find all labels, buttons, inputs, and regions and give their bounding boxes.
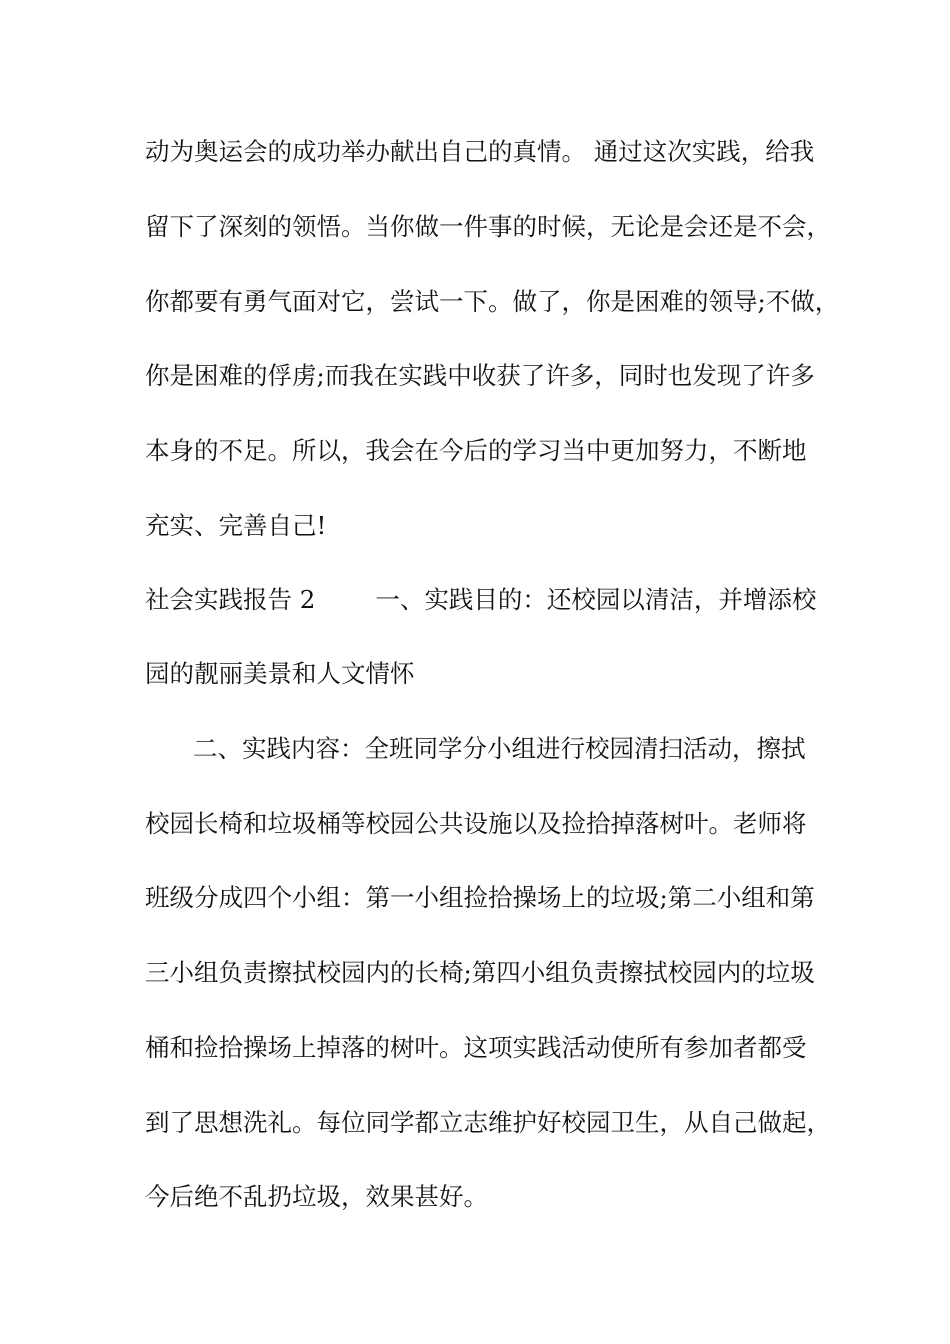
paragraph-line: 你都要有勇气面对它，尝试一下。做了，你是困难的领导;不做， [145, 287, 840, 316]
paragraph-line: 到了思想洗礼。每位同学都立志维护好校园卫生，从自己做起， [145, 1108, 831, 1137]
paragraph-line: 你是困难的俘虏;而我在实践中收获了许多，同时也发现了许多 [145, 361, 815, 390]
paragraph-line: 动为奥运会的成功举办献出自己的真情。 通过这次实践，给我 [145, 137, 815, 166]
section-title: 社会实践报告 2 [145, 585, 316, 614]
purpose-text: 一、实践目的：还校园以清洁，并增添校 [375, 585, 817, 614]
paragraph-line: 充实、完善自己! [145, 511, 327, 540]
paragraph-line: 三小组负责擦拭校园内的长椅;第四小组负责擦拭校园内的垃圾 [145, 958, 815, 987]
paragraph-line: 今后绝不乱扔垃圾，效果甚好。 [145, 1182, 488, 1211]
paragraph-line: 桶和捡拾操场上掉落的树叶。这项实践活动使所有参加者都受 [145, 1033, 807, 1062]
paragraph-line: 本身的不足。所以，我会在今后的学习当中更加努力，不断地 [145, 436, 807, 465]
section-heading-line [145, 584, 816, 616]
paragraph-line: 班级分成四个小组：第一小组捡拾操场上的垃圾;第二小组和第 [145, 883, 815, 912]
paragraph-line: 留下了深刻的领悟。当你做一件事的时候，无论是会还是不会， [145, 212, 831, 241]
paragraph-line: 二、实践内容：全班同学分小组进行校园清扫活动，擦拭 [193, 734, 806, 763]
paragraph-line: 校园长椅和垃圾桶等校园公共设施以及捡拾掉落树叶。老师将 [145, 809, 807, 838]
purpose-text-continued: 园的靓丽美景和人文情怀 [145, 659, 415, 688]
